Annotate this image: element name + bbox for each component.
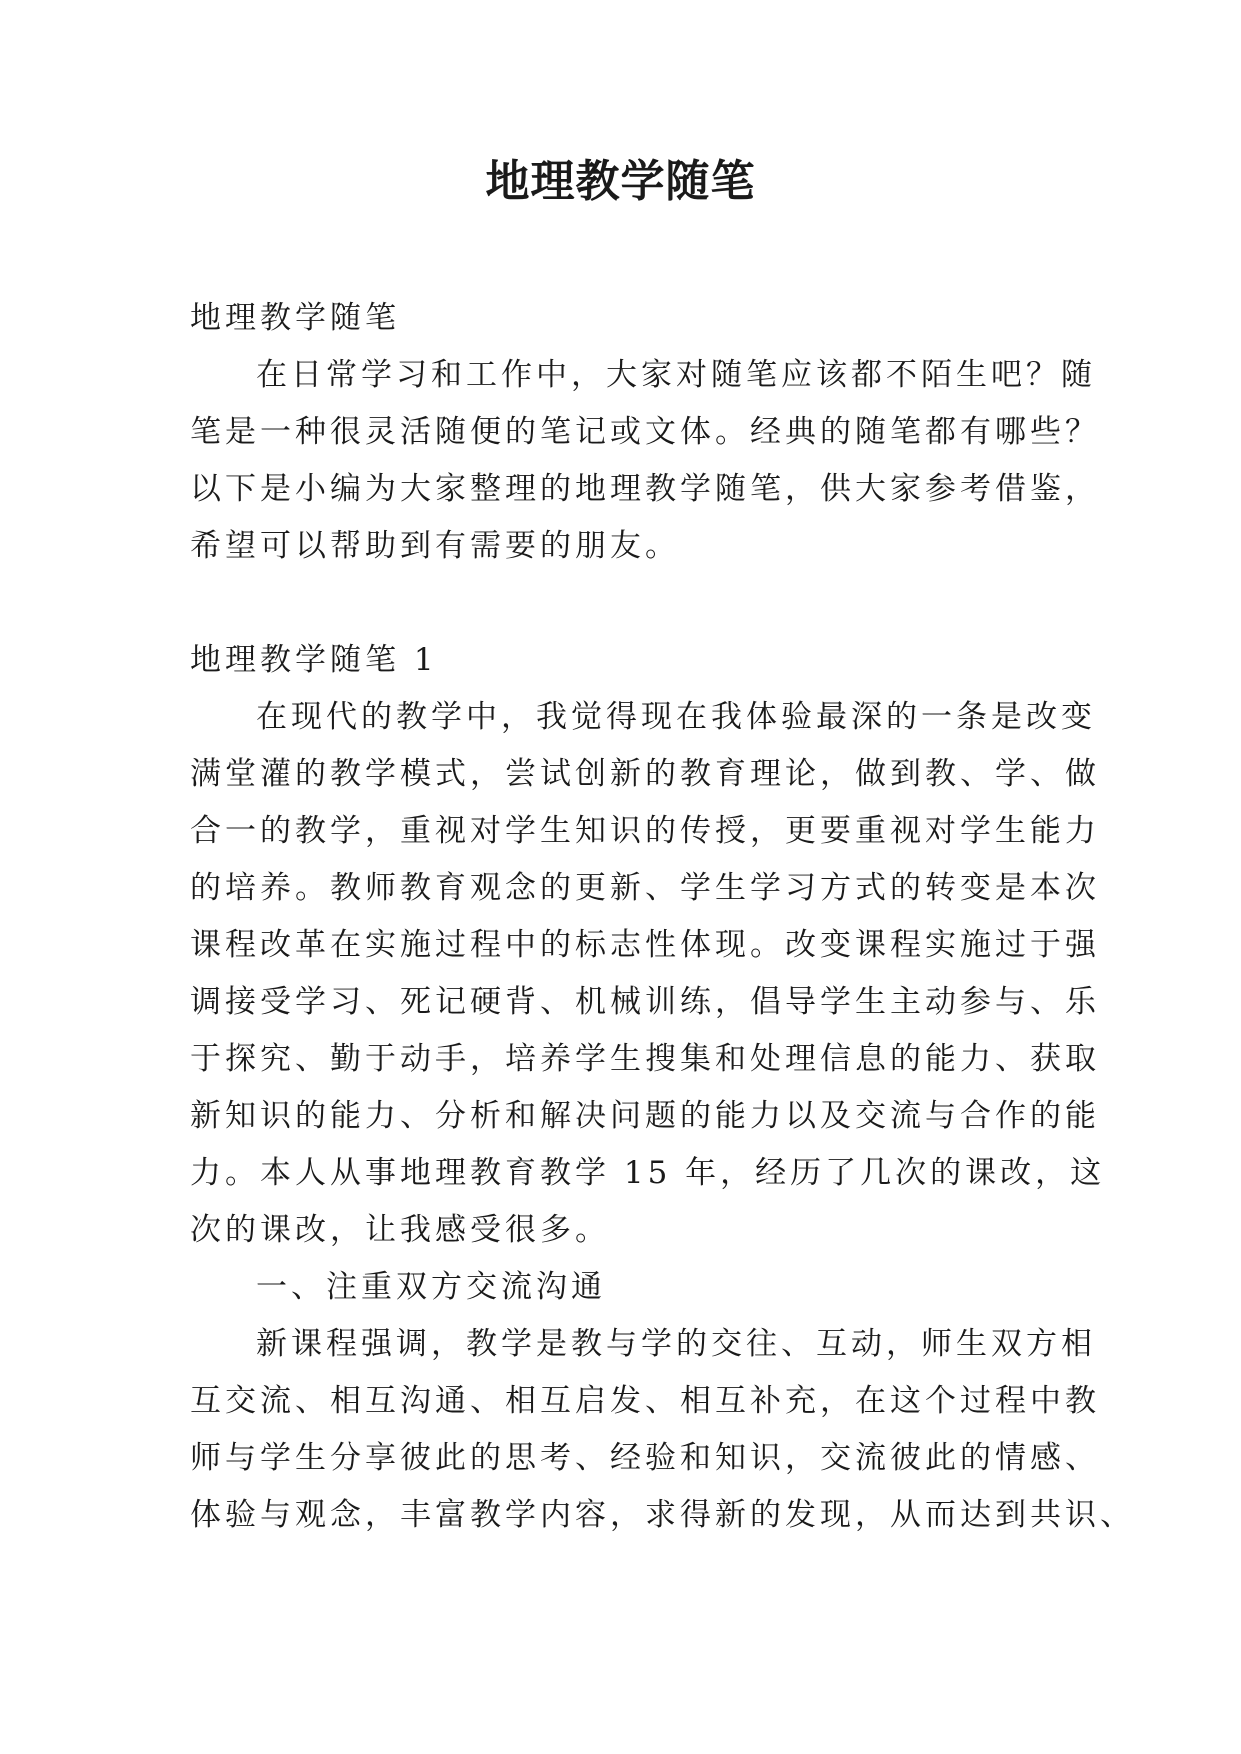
intro-line: 希望可以帮助到有需要的朋友。 <box>190 528 680 564</box>
document-body <box>190 290 1135 1544</box>
section1-line: 满堂灌的教学模式，尝试创新的教育理论，做到教、学、做 <box>190 756 1100 792</box>
section1-line: 新知识的能力、分析和解决问题的能力以及交流与合作的能 <box>190 1098 1100 1134</box>
intro-line: 在日常学习和工作中，大家对随笔应该都不陌生吧？随 <box>256 357 1096 393</box>
section1-line: 课程改革在实施过程中的标志性体现。改变课程实施过于强 <box>190 927 1100 963</box>
paragraph-gap <box>190 575 1056 632</box>
point1-line: 体验与观念，丰富教学内容，求得新的发现，从而达到共识、 <box>190 1497 1135 1533</box>
document-subtitle: 地理教学随笔 <box>190 300 400 336</box>
document-title: 地理教学随笔 <box>485 156 756 207</box>
point1-line: 师与学生分享彼此的思考、经验和知识，交流彼此的情感、 <box>190 1440 1100 1476</box>
intro-line: 笔是一种很灵活随便的笔记或文体。经典的随笔都有哪些？ <box>190 414 1100 450</box>
section-heading: 地理教学随笔 1 <box>190 642 438 678</box>
section1-line: 次的课改，让我感受很多。 <box>190 1212 610 1248</box>
point-heading: 一、注重双方交流沟通 <box>256 1269 606 1305</box>
section1-line: 在现代的教学中，我觉得现在我体验最深的一条是改变 <box>256 699 1096 735</box>
section1-line: 调接受学习、死记硬背、机械训练，倡导学生主动参与、乐 <box>190 984 1100 1020</box>
intro-line: 以下是小编为大家整理的地理教学随笔，供大家参考借鉴， <box>190 471 1100 507</box>
point1-line: 互交流、相互沟通、相互启发、相互补充，在这个过程中教 <box>190 1383 1100 1419</box>
section1-line: 的培养。教师教育观念的更新、学生学习方式的转变是本次 <box>190 870 1100 906</box>
point1-line: 新课程强调，教学是教与学的交往、互动，师生双方相 <box>256 1326 1096 1362</box>
section1-line: 合一的教学，重视对学生知识的传授，更要重视对学生能力 <box>190 813 1100 849</box>
section1-line: 力。本人从事地理教育教学 15 年，经历了几次的课改，这 <box>190 1155 1106 1191</box>
section1-line: 于探究、勤于动手，培养学生搜集和处理信息的能力、获取 <box>190 1041 1100 1077</box>
